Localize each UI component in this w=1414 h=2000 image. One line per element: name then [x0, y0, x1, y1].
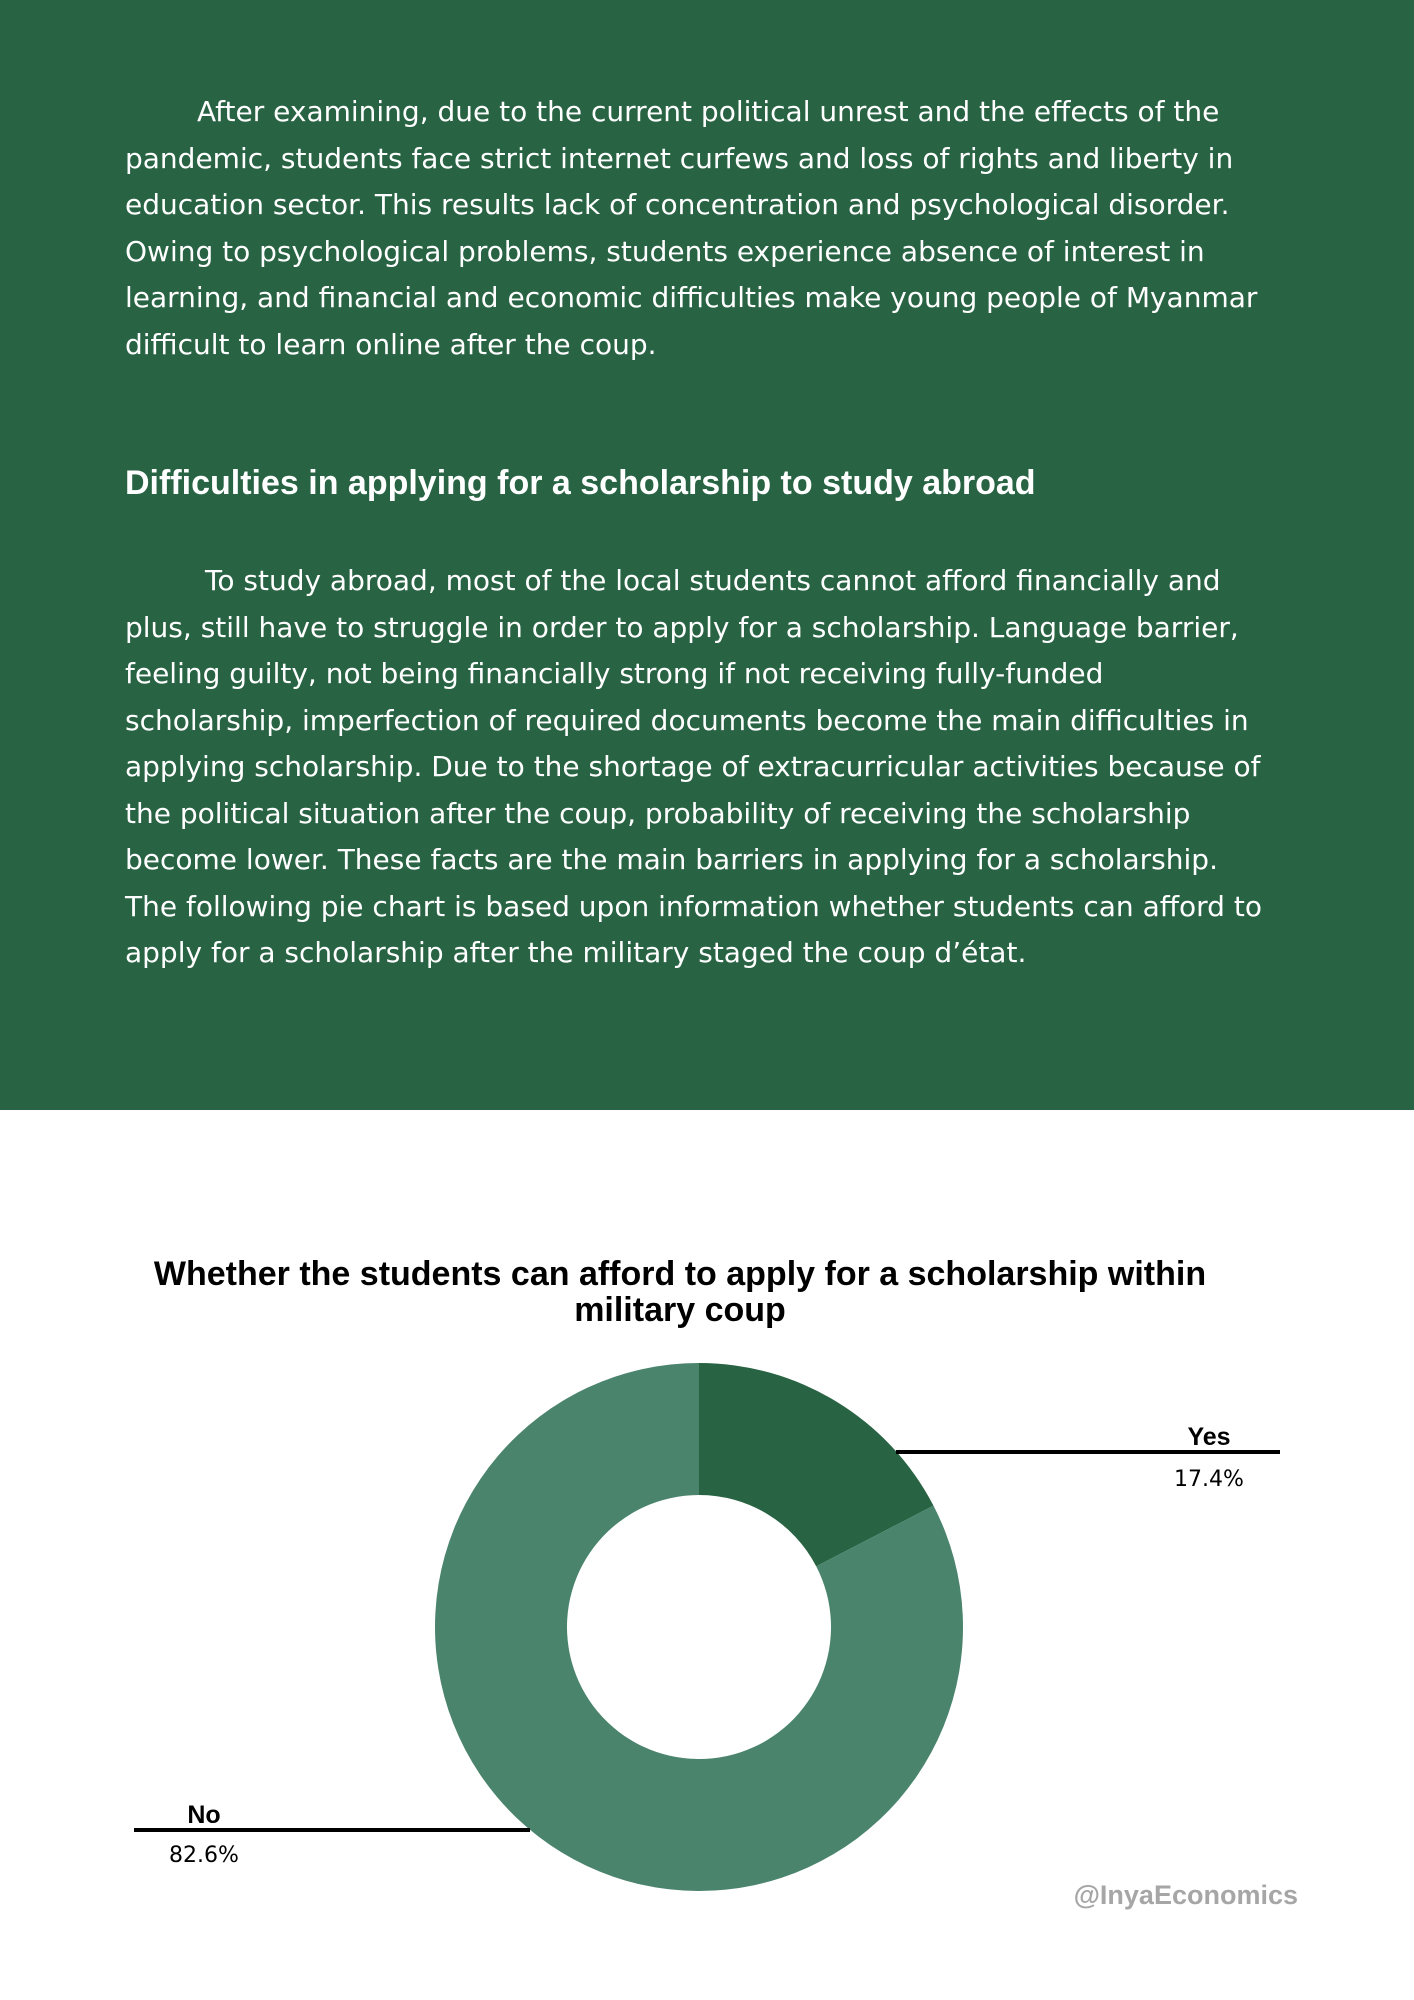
slice-value-no: 82.6%	[169, 1843, 239, 1868]
watermark: @InyaEconomics	[1073, 1880, 1298, 1910]
slice-label-yes: Yes	[1187, 1423, 1231, 1451]
slice-label-no: No	[187, 1801, 221, 1829]
scholarship-paragraph: To study abroad, most of the local students cannot afford financially and plus, still have to struggle in order to apply for a scholarship. Language barrier, feeling guilty, not being financially strong if not receiving fully-funded scholarship, imperfection of required documents become the main difficulties in applying scholarship. Due to the shortage of extracurricular activities because of the political situation after the coup, probability of receiving the scholarship become lower. These facts are the main barriers in applying for a scholarship. The following pie chart is based upon information whether students can afford to apply for a scholarship after the military staged the coup d’état.	[125, 564, 1262, 969]
intro-paragraph: After examining, due to the current political unrest and the effects of the pandemic, students face strict internet curfews and loss of rights and liberty in education sector. This results lack of concentration and psychological disorder. Owing to psychological problems, students experience absence of interest in learning, and financial and economic difficulties make young people of Myanmar difficult to learn online after the coup.	[125, 95, 1258, 361]
slice-value-yes: 17.4%	[1174, 1467, 1244, 1492]
chart-title: Whether the students can afford to apply for a scholarship within military coup	[153, 1255, 1207, 1329]
section-heading: Difficulties in applying for a scholarship to study abroad	[125, 464, 1036, 502]
